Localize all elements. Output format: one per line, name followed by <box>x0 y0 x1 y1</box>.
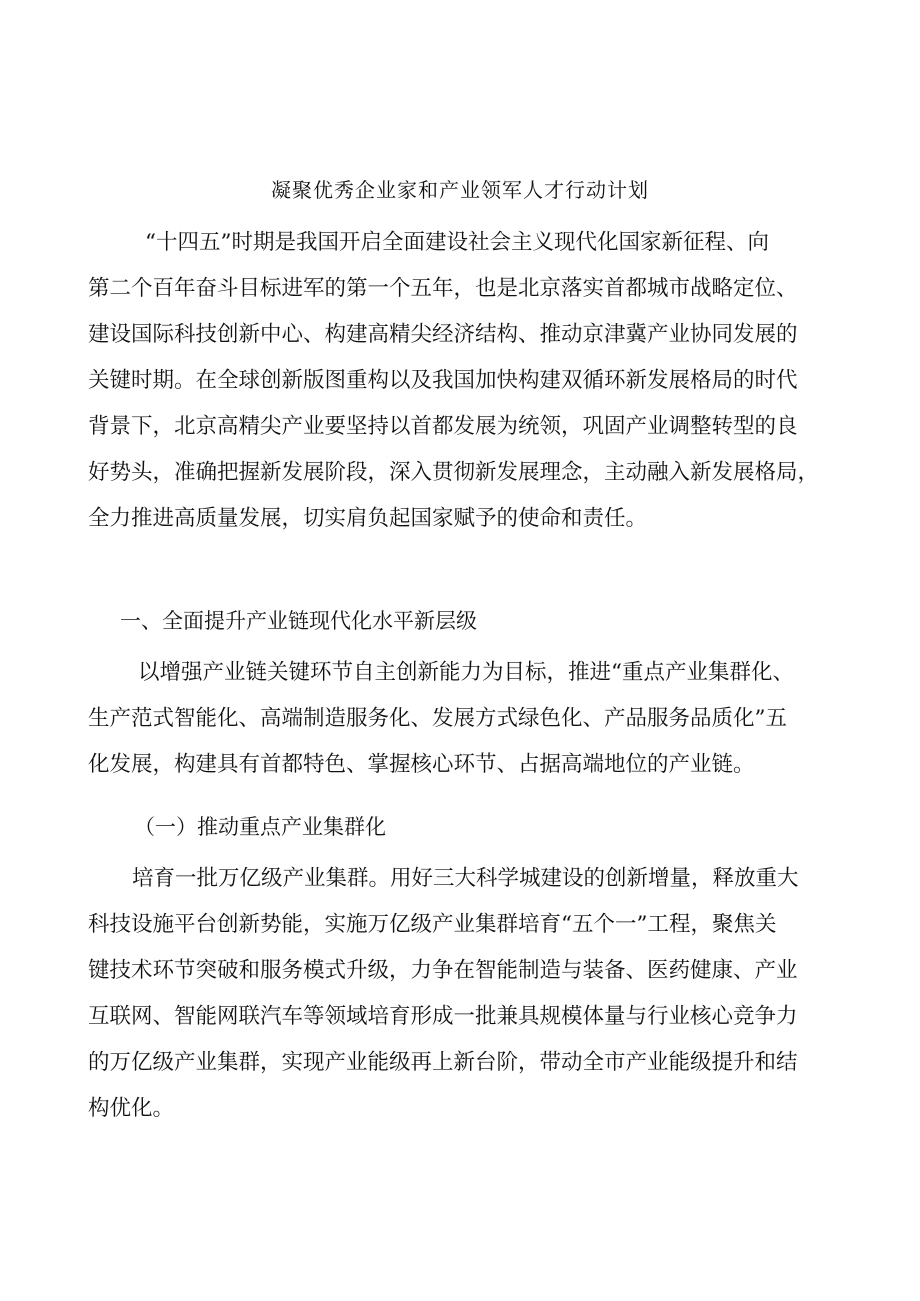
paragraph-line: 化发展，构建具有首都特色、掌握核心环节、占据高端地位的产业链。 <box>88 752 755 777</box>
paragraph-line: 全力推进高质量发展，切实肩负起国家赋予的使命和责任。 <box>88 506 648 531</box>
paragraph-line: 键技术环节突破和服务模式升级，力争在智能制造与装备、医药健康、产业 <box>88 958 798 983</box>
paragraph-line: 第二个百年奋斗目标进军的第一个五年，也是北京落实首都城市战略定位、 <box>88 276 798 301</box>
document-title: 凝聚优秀企业家和产业领军人才行动计划 <box>271 178 649 202</box>
paragraph-line: 培育一批万亿级产业集群。用好三大科学城建设的创新增量，释放重大 <box>132 866 799 891</box>
section-heading: 一、全面提升产业链现代化水平新层级 <box>120 609 477 633</box>
paragraph-line: 建设国际科技创新中心、构建高精尖经济结构、推动京津冀产业协同发展的 <box>88 322 798 347</box>
paragraph-line: 好势头，准确把握新发展阶段，深入贯彻新发展理念，主动融入新发展格局， <box>88 460 820 485</box>
paragraph-line: 科技设施平台创新势能，实施万亿级产业集群培育“五个一”工程，聚焦关 <box>88 912 777 937</box>
subsection-heading: （一）推动重点产业集群化 <box>134 815 386 839</box>
paragraph-line: 的万亿级产业集群，实现产业能级再上新台阶，带动全市产业能级提升和结 <box>88 1050 798 1075</box>
paragraph-line: 背景下，北京高精尖产业要坚持以首都发展为统领，巩固产业调整转型的良 <box>88 414 798 439</box>
paragraph-line: “十四五”时期是我国开启全面建设社会主义现代化国家新征程、向 <box>145 230 769 255</box>
paragraph-line: 关键时期。在全球创新版图重构以及我国加快构建双循环新发展格局的时代 <box>88 368 798 393</box>
section1-paragraph <box>88 650 844 788</box>
paragraph-line: 生产范式智能化、高端制造服务化、发展方式绿色化、产品服务品质化”五 <box>88 706 787 731</box>
paragraph-line: 以增强产业链关键环节自主创新能力为目标，推进“重点产业集群化、 <box>138 660 794 685</box>
paragraph-line: 构优化。 <box>88 1096 175 1121</box>
subsection1-paragraph <box>88 856 844 1132</box>
intro-paragraph <box>88 220 844 542</box>
paragraph-line: 互联网、智能网联汽车等领域培育形成一批兼具规模体量与行业核心竞争力 <box>88 1004 798 1029</box>
